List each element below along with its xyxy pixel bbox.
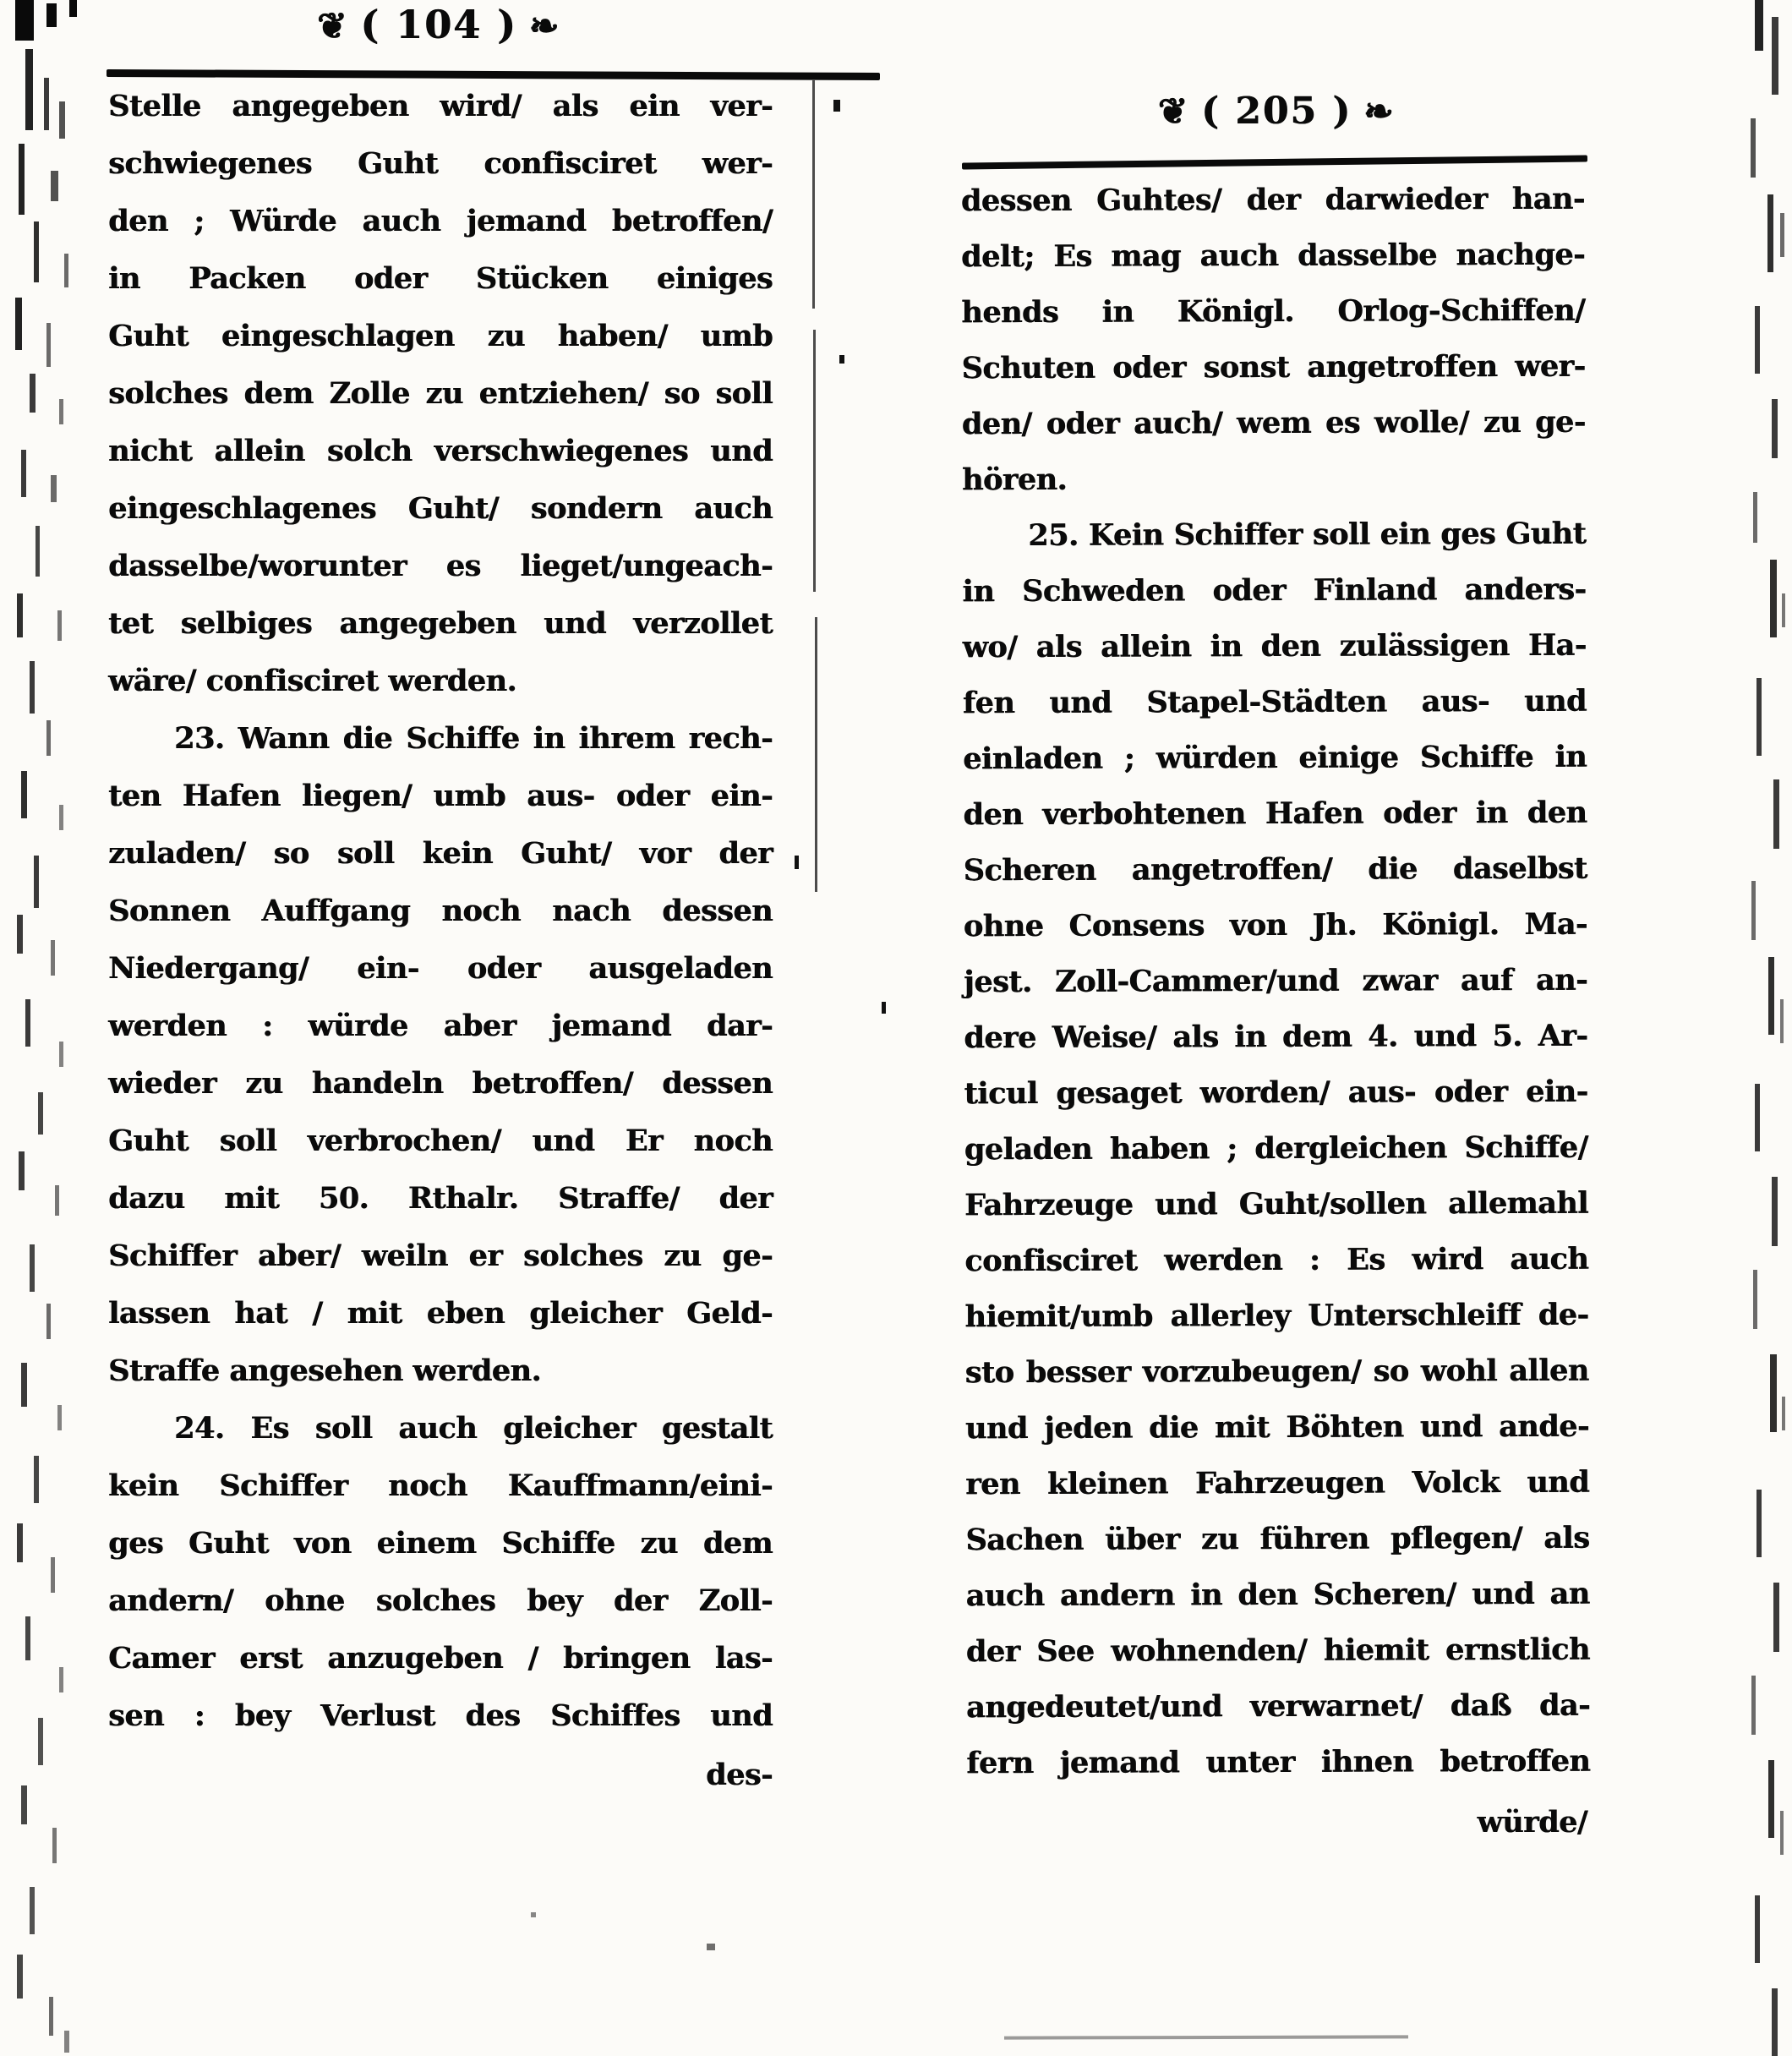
text-line: 24. Es soll auch gleicher gestalt: [174, 1411, 773, 1446]
text-line: lassen hat / mit eben gleicher Geld-: [108, 1296, 773, 1331]
text-line: andern/ ohne solches bey der Zoll-: [108, 1583, 773, 1618]
ink-speck: [707, 1944, 715, 1950]
text-line: wieder zu handeln betroffen/ dessen: [108, 1066, 773, 1101]
fleuron-icon: ❦: [317, 5, 349, 46]
text-line: auch andern in den Scheren/ und an: [965, 1576, 1590, 1614]
text-line: dazu mit 50. Rthalr. Straffe/ der: [108, 1181, 773, 1216]
text-line: Schuten oder sonst angetroffen wer-: [961, 348, 1586, 386]
text-line: delt; Es mag auch dasselbe nachge-: [960, 237, 1586, 275]
text-line: den ; Würde auch jemand betroffen/: [108, 204, 773, 238]
ink-speck: [531, 1912, 536, 1917]
text-line: schwiegenes Guht confisciret wer-: [108, 146, 773, 181]
text-line: einladen ; würden einige Schiffe in: [963, 739, 1587, 777]
text-line: ohne Consens von Jh. Königl. Ma-: [963, 906, 1587, 944]
text-line: sto besser vorzubeugen/ so wohl allen: [964, 1353, 1589, 1391]
scan-gutter-noise: [0, 0, 100, 2056]
text-line: fen und Stapel-Städten aus- und: [962, 683, 1587, 721]
text-line: wäre/ confisciret werden.: [108, 664, 517, 698]
text-line: sen : bey Verlust des Schiffes und: [108, 1698, 773, 1733]
text-line: Sonnen Auffgang noch nach dessen: [108, 894, 773, 928]
text-line: eingeschlagenes Guht/ sondern auch: [108, 491, 773, 526]
text-line: ren kleinen Fahrzeugen Volck und: [965, 1464, 1590, 1502]
text-line: Guht soll verbrochen/ und Er noch: [108, 1124, 773, 1158]
text-line: confisciret werden : Es wird auch: [964, 1241, 1589, 1279]
text-line: Scheren angetroffen/ die daselbst: [963, 850, 1587, 889]
right-header-rule: [962, 155, 1587, 169]
fleuron-icon: ❦: [1157, 90, 1189, 132]
right-text-column: [961, 172, 1591, 1792]
text-line: Camer erst anzugeben / bringen las-: [108, 1641, 773, 1676]
text-line: jest. Zoll-Cammer/und zwar auf an-: [963, 962, 1588, 1000]
text-line: geladen haben ; dergleichen Schiffe/: [964, 1129, 1588, 1167]
text-line: Sachen über zu führen pflegen/ als: [965, 1520, 1590, 1558]
text-line: wo/ als allein in den zulässigen Ha-: [962, 627, 1587, 665]
text-line: nicht allein solch verschwiegenes und: [108, 434, 773, 468]
ink-speck: [833, 100, 840, 112]
left-page-number: ( 104 ): [360, 2, 517, 47]
scan-edge-noise: [1738, 0, 1792, 2056]
text-line: Straffe angesehen werden.: [108, 1353, 542, 1388]
text-line: werden : würde aber jemand dar-: [108, 1009, 773, 1043]
fleuron-icon: ❧: [1363, 90, 1396, 132]
text-line: ticul gesaget worden/ aus- oder ein-: [964, 1074, 1588, 1112]
ink-speck: [839, 355, 844, 364]
text-line: angedeutet/und verwarnet/ daß da-: [965, 1687, 1591, 1725]
text-line: ten Hafen liegen/ umb aus- oder ein-: [108, 779, 773, 813]
left-page-header: [108, 2, 769, 47]
text-line: Niedergang/ ein- oder ausgeladen: [108, 951, 773, 986]
text-line: in Packen oder Stücken einiges: [108, 261, 773, 296]
text-line: hiemit/umb allerley Unterschleiff de-: [964, 1297, 1589, 1335]
text-line: Guht eingeschlagen zu haben/ umb: [108, 319, 773, 353]
text-line: 25. Kein Schiffer soll ein ges Guht: [1028, 516, 1587, 554]
text-line: hends in Königl. Orlog-Schiffen/: [961, 293, 1586, 331]
gutter-line: [815, 617, 817, 892]
gutter-line: [812, 80, 815, 309]
ink-speck: [795, 856, 799, 869]
text-line: dasselbe/worunter es lieget/ungeach-: [108, 549, 773, 583]
text-line: kein Schiffer noch Kauffmann/eini-: [108, 1468, 773, 1503]
text-line: der See wohnenden/ hiemit ernstlich: [965, 1632, 1590, 1670]
gutter-line: [813, 330, 816, 592]
text-line: fern jemand unter ihnen betroffen: [966, 1743, 1591, 1781]
text-line: Schiffer aber/ weiln er solches zu ge-: [108, 1239, 773, 1273]
left-catchword: des-: [706, 1758, 773, 1792]
text-line: tet selbiges angegeben und verzollet: [108, 606, 773, 641]
text-line: und jeden die mit Böhten und ande-: [964, 1408, 1589, 1446]
text-line: solches dem Zolle zu entziehen/ so soll: [108, 376, 773, 411]
right-page-header: [964, 90, 1589, 133]
text-line: zuladen/ so soll kein Guht/ vor der: [108, 836, 773, 871]
right-catchword: würde/: [1477, 1805, 1587, 1840]
text-line: ges Guht von einem Schiffe zu dem: [108, 1526, 773, 1561]
text-line: den verbohtenen Hafen oder in den: [963, 795, 1587, 833]
scan-artifact-line: [1004, 2035, 1408, 2039]
right-page-number: ( 205 ): [1200, 90, 1352, 133]
text-line: hören.: [961, 462, 1068, 498]
text-line: in Schweden oder Finland anders-: [962, 571, 1587, 610]
left-text-column: [108, 78, 773, 1745]
text-line: dessen Guhtes/ der darwieder han-: [960, 181, 1585, 219]
text-line: Fahrzeuge und Guht/sollen allemahl: [964, 1185, 1588, 1223]
text-line: 23. Wann die Schiffe in ihrem rech-: [174, 721, 773, 756]
fleuron-icon: ❧: [528, 5, 560, 46]
text-line: Stelle angegeben wird/ als ein ver-: [108, 89, 773, 123]
text-line: dere Weise/ als in dem 4. und 5. Ar-: [964, 1018, 1588, 1056]
text-line: den/ oder auch/ wem es wolle/ zu ge-: [961, 404, 1586, 442]
ink-speck: [882, 1002, 886, 1014]
